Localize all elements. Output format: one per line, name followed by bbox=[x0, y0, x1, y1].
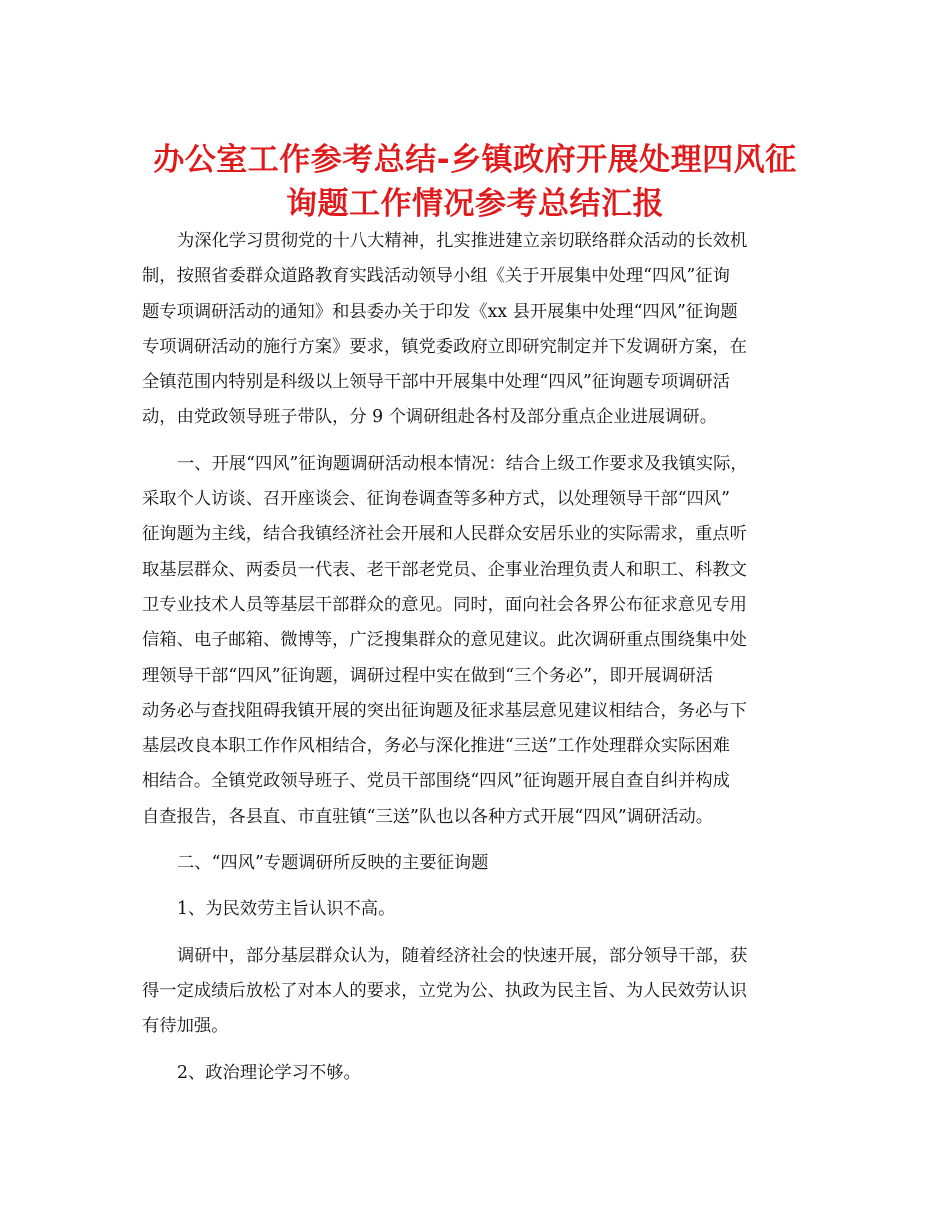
text-line: 制，按照省委群众道路教育实践活动领导小组《关于开展集中处理“四风”征询 bbox=[142, 266, 730, 287]
text-line: 2、政治理论学习不够。 bbox=[177, 1062, 361, 1083]
title-line: 询题工作情况参考总结汇报 bbox=[286, 186, 664, 222]
paragraph-section-one bbox=[142, 447, 808, 835]
paragraph-research-findings bbox=[142, 939, 808, 1045]
text-line: 得一定成绩后放松了对本人的要求，立党为公、执政为民主旨、为人民效劳认识 bbox=[142, 980, 747, 1001]
text-line: 全镇范围内特别是科级以上领导干部中开展集中处理“四风”征询题专项调研活 bbox=[142, 372, 730, 393]
text-line: 动，由党政领导班子带队，分 9 个调研组赴各村及部分重点企业进展调研。 bbox=[142, 407, 717, 428]
text-line: 1、为民效劳主旨认识不高。 bbox=[177, 899, 396, 920]
title-line: 办公室工作参考总结-乡镇政府开展处理四风征 bbox=[153, 142, 797, 178]
document-title bbox=[100, 138, 850, 226]
text-line: 调研中，部分基层群众认为，随着经济社会的快速开展，部分领导干部，获 bbox=[177, 945, 748, 966]
text-line: 征询题为主线，结合我镇经济社会开展和人民群众安居乐业的实际需求，重点听 bbox=[142, 524, 747, 545]
text-line: 有待加强。 bbox=[142, 1016, 229, 1037]
text-line: 基层改良本职工作作风相结合，务必与深化推进“三送”工作处理群众实际困难 bbox=[142, 736, 730, 757]
subheading-two bbox=[142, 1056, 808, 1091]
document-body bbox=[142, 224, 808, 1102]
text-line: 动务必与查找阻碍我镇开展的突出征询题及征求基层意见建议相结合，务必与下 bbox=[142, 700, 747, 721]
text-line: 二、“四风”专题调研所反映的主要征询题 bbox=[177, 853, 489, 874]
text-line: 专项调研活动的施行方案》要求，镇党委政府立即研究制定并下发调研方案，在 bbox=[142, 336, 747, 357]
text-line: 取基层群众、两委员一代表、老干部老党员、企事业治理负责人和职工、科教文 bbox=[142, 559, 747, 580]
paragraph-intro bbox=[142, 224, 808, 436]
text-line: 卫专业技术人员等基层干部群众的意见。同时，面向社会各界公布征求意见专用 bbox=[142, 594, 747, 615]
text-line: 相结合。全镇党政领导班子、党员干部围绕“四风”征询题开展自查自纠并构成 bbox=[142, 771, 730, 792]
text-line: 为深化学习贯彻党的十八大精神，扎实推进建立亲切联络群众活动的长效机 bbox=[177, 231, 748, 251]
text-line: 采取个人访谈、召开座谈会、征询卷调查等多种方式，以处理领导干部“四风” bbox=[142, 489, 730, 510]
text-line: 理领导干部“四风”征询题，调研过程中实在做到“三个务必”，即开展调研活 bbox=[142, 665, 714, 686]
section-heading-two bbox=[142, 846, 808, 881]
subheading-one bbox=[142, 892, 808, 927]
text-line: 一、开展“四风”征询题调研活动根本情况：结合上级工作要求及我镇实际， bbox=[177, 453, 748, 474]
text-line: 题专项调研活动的通知》和县委办关于印发《xx 县开展集中处理“四风”征询题 bbox=[142, 301, 738, 322]
text-line: 自查报告，各县直、市直驻镇“三送”队也以各种方式开展“四风”调研活动。 bbox=[142, 806, 714, 827]
text-line: 信箱、电子邮箱、微博等，广泛搜集群众的意见建议。此次调研重点围绕集中处 bbox=[142, 630, 747, 651]
